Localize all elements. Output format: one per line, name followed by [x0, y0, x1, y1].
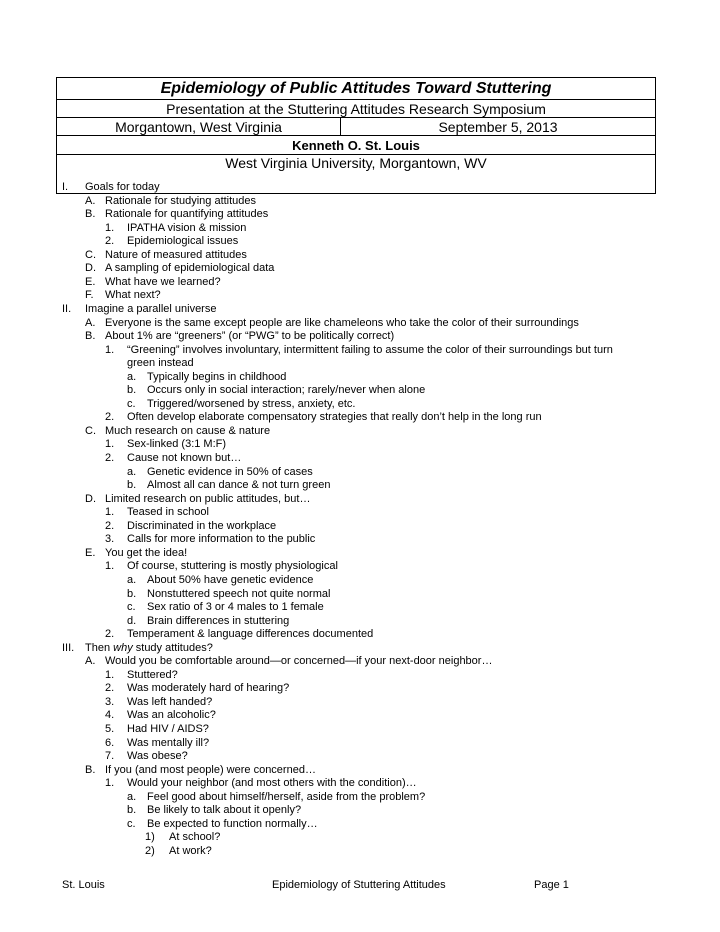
- outline-item: [0, 601, 720, 614]
- outline-item-label: 1.: [105, 560, 115, 573]
- outline-item-label: E.: [85, 275, 96, 288]
- outline-item-label: d.: [127, 614, 137, 627]
- outline-item-text: Cause not known but…: [127, 452, 242, 464]
- outline-item-text: Much research on cause & nature: [105, 424, 271, 437]
- footer-page-number: Page 1: [534, 879, 569, 891]
- outline-item-text: Teased in school: [127, 506, 209, 519]
- header-table: [56, 77, 656, 194]
- outline-item: [0, 384, 720, 397]
- outline-item-label: F.: [85, 289, 94, 302]
- outline-item-label: C.: [85, 248, 96, 261]
- outline-item: [0, 506, 720, 519]
- outline-item-label: 2.: [105, 628, 115, 641]
- page-footer: [0, 878, 720, 892]
- outline-item-label: 6.: [105, 736, 115, 749]
- outline-item: [0, 723, 720, 736]
- outline-item-text: Feel good about himself/herself, aside from the problem?: [147, 790, 426, 803]
- outline-item: [0, 181, 720, 194]
- outline-item-label: 1.: [105, 221, 115, 234]
- outline-item: [0, 452, 720, 465]
- outline-item-text: Rationale for studying attitudes: [105, 194, 257, 207]
- outline-item-label: 2.: [105, 411, 115, 424]
- outline-item: [0, 276, 720, 289]
- outline-item-label: B.: [85, 763, 96, 776]
- outline-item-label: b.: [127, 587, 137, 600]
- outline-item-text: “Greening” involves involuntary, intermittent failing to assume the color of their surroundings but turn: [127, 343, 613, 356]
- outline-item-label: b.: [127, 804, 137, 817]
- outline-item: [0, 574, 720, 587]
- outline-item-text: Often develop elaborate compensatory strategies that really don’t help in the long run: [127, 411, 542, 424]
- outline-item-text: Genetic evidence in 50% of cases: [147, 465, 313, 478]
- author-affiliation: West Virginia University, Morgantown, WV: [225, 155, 487, 171]
- outline-item-text: Would your neighbor (and most others with the condition)…: [127, 777, 417, 790]
- outline-item-label: III.: [62, 641, 75, 654]
- outline-item-label: b.: [127, 479, 137, 492]
- outline-item: [0, 560, 720, 573]
- outline-item-text: Sex ratio of 3 or 4 males to 1 female: [147, 601, 324, 614]
- outline-item-label: B.: [85, 330, 96, 343]
- outline-item-label: B.: [85, 208, 96, 221]
- outline-item-label: 2.: [105, 235, 115, 248]
- outline-item: [0, 696, 720, 709]
- outline-item: [0, 669, 720, 682]
- outline-item-text: Almost all can dance & not turn green: [147, 479, 331, 492]
- outline-item: [0, 533, 720, 546]
- outline-item-label: D.: [85, 262, 96, 275]
- outline-item-label: a.: [127, 370, 137, 383]
- outline-item-label: A.: [85, 194, 96, 207]
- outline-item: [0, 588, 720, 601]
- outline-item: [0, 398, 720, 411]
- outline-item-text: Was mentally ill?: [127, 736, 210, 749]
- outline-item: [0, 818, 720, 831]
- outline-item-label: 1.: [105, 438, 115, 451]
- outline-item-label: b.: [127, 384, 137, 397]
- outline-item-text: Epidemiological issues: [127, 235, 239, 248]
- outline-item: [0, 303, 720, 316]
- outline-item-label: 2.: [105, 519, 115, 532]
- outline-item-text: Brain differences in stuttering: [147, 614, 290, 627]
- outline-item-text: Would you be comfortable around—or concerned—if your next-door neighbor…: [105, 655, 493, 668]
- outline-item-text: green instead: [127, 357, 194, 370]
- outline-item-label: 1): [145, 831, 155, 844]
- outline-item-text: Limited research on public attitudes, but…: [105, 492, 311, 505]
- outline-item: [0, 357, 720, 370]
- outline-item-text: Had HIV / AIDS?: [127, 723, 209, 735]
- outline-item-label: E.: [85, 546, 96, 559]
- outline-item: [0, 682, 720, 695]
- outline-item-label: 4.: [105, 709, 115, 722]
- outline-item-label: C.: [85, 424, 96, 437]
- outline-item-text: Triggered/worsened by stress, anxiety, etc.: [147, 397, 356, 410]
- outline-item: [0, 791, 720, 804]
- outline-item-label: A.: [85, 655, 96, 668]
- outline-item-text: Of course, stuttering is mostly physiological: [127, 560, 338, 573]
- outline-item-text: About 50% have genetic evidence: [147, 573, 314, 586]
- outline-item-label: 1.: [105, 343, 115, 356]
- outline-item: [0, 222, 720, 235]
- outline-item: [0, 750, 720, 763]
- outline-item-text: Was obese?: [127, 750, 188, 763]
- outline-item-text: Rationale for quantifying attitudes: [105, 208, 269, 221]
- outline-item-text: Nonstuttered speech not quite normal: [147, 587, 331, 600]
- outline-item-text: At work?: [169, 844, 212, 857]
- outline-item: [0, 764, 720, 777]
- outline-item-text: Stuttered?: [127, 668, 178, 681]
- outline-item: [0, 804, 720, 817]
- outline-item-text: Occurs only in social interaction; rarely/never when alone: [147, 384, 426, 397]
- outline-item-label: a.: [127, 573, 137, 586]
- outline-item-label: D.: [85, 492, 96, 505]
- outline-item: [0, 493, 720, 506]
- outline-item-label: c.: [127, 397, 136, 410]
- outline-item-label: a.: [127, 465, 137, 478]
- outline-item-text: Was left handed?: [127, 695, 213, 708]
- outline-item: [0, 845, 720, 858]
- outline-item-text: What next?: [105, 289, 161, 302]
- footer-author: St. Louis: [62, 879, 105, 891]
- outline-item-label: II.: [62, 302, 72, 315]
- outline-item: [0, 425, 720, 438]
- outline-item: [0, 628, 720, 641]
- outline-item-text: Everyone is the same except people are like chameleons who take the color of their surroundings: [105, 316, 579, 329]
- outline-item-text: Sex-linked (3:1 M:F): [127, 438, 227, 451]
- outline-item: [0, 479, 720, 492]
- outline-item-text: You get the idea!: [105, 546, 188, 559]
- outline-item: [0, 411, 720, 424]
- outline-item: [0, 438, 720, 451]
- outline-item-text: Nature of measured attitudes: [105, 248, 247, 261]
- outline-item-text: Discriminated in the workplace: [127, 519, 277, 532]
- outline-item: [0, 547, 720, 560]
- outline-item-label: c.: [127, 601, 136, 614]
- outline-item-text: Be expected to function normally…: [147, 817, 318, 830]
- outline-item: [0, 737, 720, 750]
- outline-item-text: A sampling of epidemiological data: [105, 262, 275, 275]
- outline-item: [0, 235, 720, 248]
- outline-item: [0, 831, 720, 844]
- outline-item: [0, 655, 720, 668]
- outline-item-text: About 1% are “greeners” (or “PWG” to be politically correct): [105, 330, 395, 343]
- outline-item-label: 2.: [105, 452, 115, 464]
- outline-item: [0, 466, 720, 479]
- outline-item-label: a.: [127, 790, 137, 803]
- outline-item-label: 2): [145, 844, 155, 857]
- outline-item-label: I.: [62, 181, 69, 193]
- outline-item: [0, 289, 720, 302]
- outline-item-text: If you (and most people) were concerned…: [105, 763, 316, 776]
- outline-item-text: Goals for today: [85, 181, 160, 193]
- outline-item-text: Was moderately hard of hearing?: [127, 682, 290, 695]
- outline-item: [0, 520, 720, 533]
- outline-item-text: At school?: [169, 831, 221, 844]
- outline-item: [0, 208, 720, 221]
- outline-item: [0, 262, 720, 275]
- outline-item: [0, 371, 720, 384]
- outline-item-text: IPATHA vision & mission: [127, 221, 247, 234]
- outline-item-label: 1.: [105, 668, 115, 681]
- outline-item-label: 3.: [105, 533, 115, 546]
- outline-item: [0, 249, 720, 262]
- outline-item-label: 1.: [105, 777, 115, 790]
- outline-item-label: c.: [127, 817, 136, 830]
- outline-item: [0, 317, 720, 330]
- outline-item: [0, 615, 720, 628]
- outline-item-text: Was an alcoholic?: [127, 709, 216, 722]
- outline-item: [0, 344, 720, 357]
- outline-item-text: Be likely to talk about it openly?: [147, 804, 302, 817]
- outline-item-label: 7.: [105, 750, 115, 763]
- outline-item-text: Calls for more information to the public: [127, 533, 316, 546]
- outline-item-text: Imagine a parallel universe: [85, 302, 217, 315]
- outline-item-text: Then why study attitudes?: [85, 641, 213, 654]
- location: Morgantown, West Virginia: [57, 118, 341, 135]
- outline-item-label: 5.: [105, 723, 115, 735]
- outline-item-label: 1.: [105, 506, 115, 519]
- document-title: Epidemiology of Public Attitudes Toward Stuttering: [57, 78, 655, 100]
- outline-item: [0, 709, 720, 722]
- footer-title: Epidemiology of Stuttering Attitudes: [272, 879, 446, 891]
- outline-item: [0, 777, 720, 790]
- outline-item-text: Typically begins in childhood: [147, 370, 287, 383]
- location-date-row: [57, 118, 655, 136]
- document-subtitle: Presentation at the Stuttering Attitudes Research Symposium: [57, 100, 655, 118]
- outline-item-label: 2.: [105, 682, 115, 695]
- outline-item: [0, 330, 720, 343]
- outline-item: [0, 195, 720, 208]
- outline-item-label: A.: [85, 316, 96, 329]
- outline-item: [0, 642, 720, 655]
- author-name: Kenneth O. St. Louis: [57, 136, 655, 155]
- outline-item-label: 3.: [105, 695, 115, 708]
- outline-item-text: Temperament & language differences documented: [127, 628, 374, 641]
- date: September 5, 2013: [438, 119, 558, 135]
- outline-item-text: What have we learned?: [105, 275, 221, 288]
